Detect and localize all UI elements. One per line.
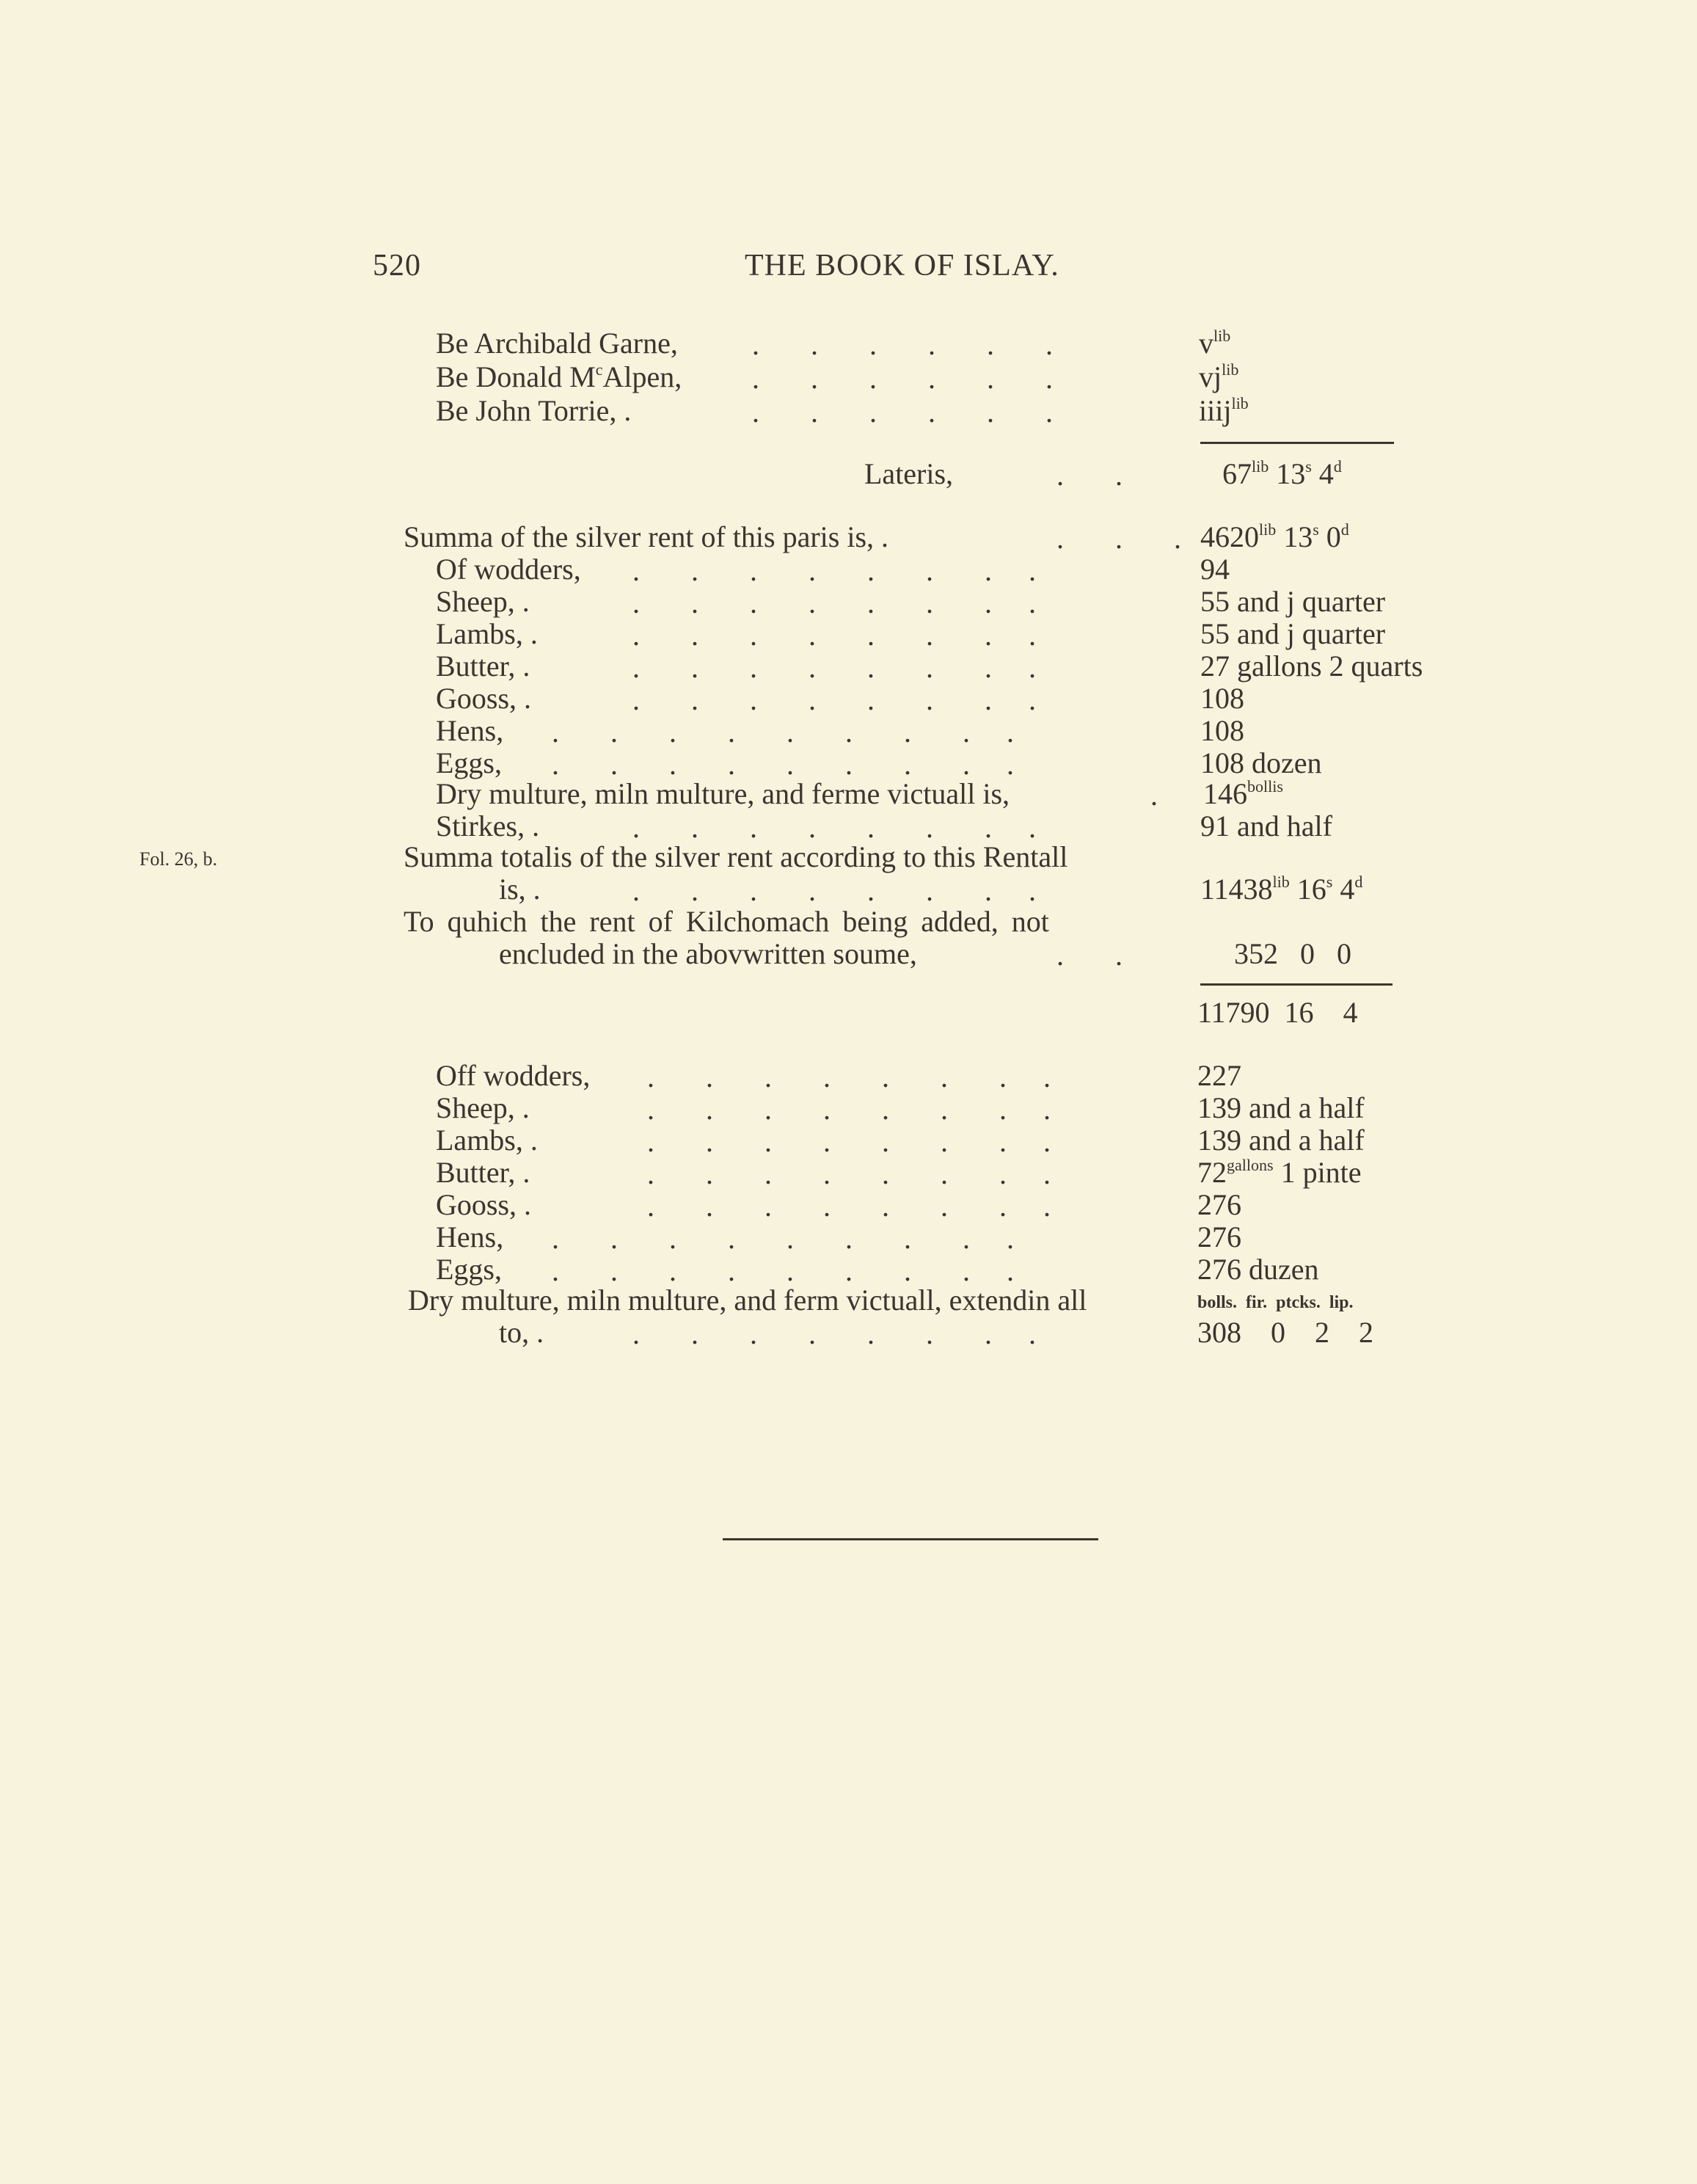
rule-above-lateris (1200, 442, 1394, 444)
dry-multure-1-value: $146^{bollis}$ (1203, 777, 1283, 810)
entry-torrie-label: Be John Torrie, . (436, 394, 632, 427)
summa-silver-value: $4620^{lib}$ 13$^s$ 0$^d$ (1200, 520, 1349, 553)
running-title: THE BOOK OF ISLAY. (745, 249, 1059, 283)
list2-hens-value: 276 (1197, 1220, 1241, 1253)
list1-hens-value: 108 (1200, 714, 1244, 747)
list1-sheep-label: Sheep, . (436, 585, 530, 618)
list1-lambs-dots: . . . . . . . . (632, 619, 1036, 652)
list1-sheep-dots: . . . . . . . . (632, 586, 1036, 619)
list1-lambs-label: Lambs, . (436, 617, 538, 650)
page-number: 520 (373, 249, 421, 283)
lateris-dots: . . (1056, 459, 1123, 492)
list1-hens-dots: . . . . . . . . . (552, 716, 1014, 749)
dry-multure-1-dots: . (1150, 779, 1158, 812)
margin-note-folio: Fol. 26, b. (139, 848, 218, 870)
entry-torrie-dots: . . . . . . (752, 396, 1053, 429)
list1-wodders-value: 94 (1200, 553, 1230, 586)
list1-eggs-label: Eggs, (436, 746, 502, 779)
list2-gooss-label: Gooss, . (436, 1188, 532, 1221)
entry-archibald-label: Be Archibald Garne, (436, 327, 678, 360)
list2-wodders-value: 227 (1197, 1059, 1241, 1092)
list1-lambs-value: 55 and j quarter (1200, 617, 1386, 650)
list2-gooss-dots: . . . . . . . . (647, 1190, 1051, 1223)
stirkes-label: Stirkes, . (436, 809, 540, 842)
list1-eggs-value: 108 dozen (1200, 746, 1322, 779)
list2-wodders-dots: . . . . . . . . (647, 1060, 1051, 1093)
kilchomach-line2: encluded in the abovwritten soume, (499, 937, 917, 970)
closing-rule (723, 1538, 1098, 1540)
list2-eggs-value: 276 duzen (1197, 1253, 1319, 1286)
kilchomach-value: 352 0 0 (1234, 937, 1351, 970)
list2-eggs-dots: . . . . . . . . . (552, 1254, 1014, 1287)
list2-hens-label: Hens, (436, 1220, 504, 1253)
entry-donald-label: Be Donald $M^cAlpen$, (436, 360, 682, 393)
list1-gooss-dots: . . . . . . . . (632, 683, 1036, 716)
grand-total-value: 11790 16 4 (1197, 996, 1358, 1029)
kilchomach-dots: . . (1056, 939, 1123, 972)
list1-sheep-value: 55 and j quarter (1200, 585, 1386, 618)
summa-totalis-line2: is, . (499, 873, 541, 906)
list1-butter-value: 27 gallons 2 quarts (1200, 649, 1423, 682)
list2-hens-dots: . . . . . . . . . (552, 1222, 1014, 1255)
list1-butter-dots: . . . . . . . . (632, 651, 1036, 684)
summa-totalis-value: $11438^{lib}$ 16$^s$ 4$^d$ (1200, 873, 1363, 906)
rule-above-total (1200, 983, 1393, 986)
kilchomach-line1: To quhich the rent of Kilchomach being added, not (404, 905, 1049, 938)
lateris-label: Lateris, (864, 457, 954, 490)
summa-silver-label: Summa of the silver rent of this paris is, . (404, 520, 889, 553)
list2-butter-dots: . . . . . . . . (647, 1157, 1051, 1190)
entry-torrie-value: iiij$^{lib}$ (1199, 394, 1249, 427)
list2-butter-label: Butter, . (436, 1156, 530, 1189)
list2-sheep-value: 139 and a half (1197, 1091, 1365, 1124)
list1-hens-label: Hens, (436, 714, 504, 747)
summa-totalis-dots: . . . . . . . . (632, 874, 1036, 907)
list2-sheep-label: Sheep, . (436, 1091, 530, 1124)
stirkes-dots: . . . . . . . . (632, 811, 1036, 844)
list1-wodders-dots: . . . . . . . . (632, 554, 1036, 587)
entry-donald-dots: . . . . . . (752, 362, 1053, 395)
list2-lambs-dots: . . . . . . . . (647, 1125, 1051, 1158)
dry-multure-2-units: bolls. fir. ptcks. lip. (1197, 1293, 1354, 1312)
entry-archibald-value: $v^{lib}$ (1199, 327, 1231, 360)
summa-silver-dots: . . . (1056, 522, 1181, 555)
dry-multure-2-dots: . . . . . . . . (632, 1317, 1036, 1350)
list1-gooss-value: 108 (1200, 682, 1244, 715)
list1-eggs-dots: . . . . . . . . . (552, 748, 1014, 781)
dry-multure-2-value: 308 0 2 2 (1197, 1316, 1373, 1349)
list2-lambs-label: Lambs, . (436, 1124, 538, 1157)
list1-wodders-label: Of wodders, (436, 553, 581, 586)
list1-gooss-label: Gooss, . (436, 682, 532, 715)
list2-wodders-label: Off wodders, (436, 1059, 591, 1092)
list2-lambs-value: 139 and a half (1197, 1124, 1365, 1157)
list2-eggs-label: Eggs, (436, 1253, 502, 1286)
entry-archibald-dots: . . . . . . (752, 328, 1053, 361)
lateris-value: $67^{lib}$ 13$^s$ 4$^d$ (1222, 457, 1342, 490)
dry-multure-2-line1: Dry multure, miln multure, and ferm victuall, extendin all (408, 1284, 1087, 1317)
stirkes-value: 91 and half (1200, 809, 1332, 842)
list2-gooss-value: 276 (1197, 1188, 1241, 1221)
dry-multure-2-line2: to, . (499, 1316, 544, 1349)
list2-butter-value: $72^{gallons}$ 1 pinte (1197, 1156, 1362, 1189)
list2-sheep-dots: . . . . . . . . (647, 1093, 1051, 1126)
dry-multure-1-label: Dry multure, miln multure, and ferme victuall is, (436, 777, 1010, 810)
summa-totalis-line1: Summa totalis of the silver rent according to this Rentall (404, 840, 1068, 873)
entry-donald-value: $vj^{lib}$ (1199, 360, 1239, 393)
list1-butter-label: Butter, . (436, 649, 530, 682)
